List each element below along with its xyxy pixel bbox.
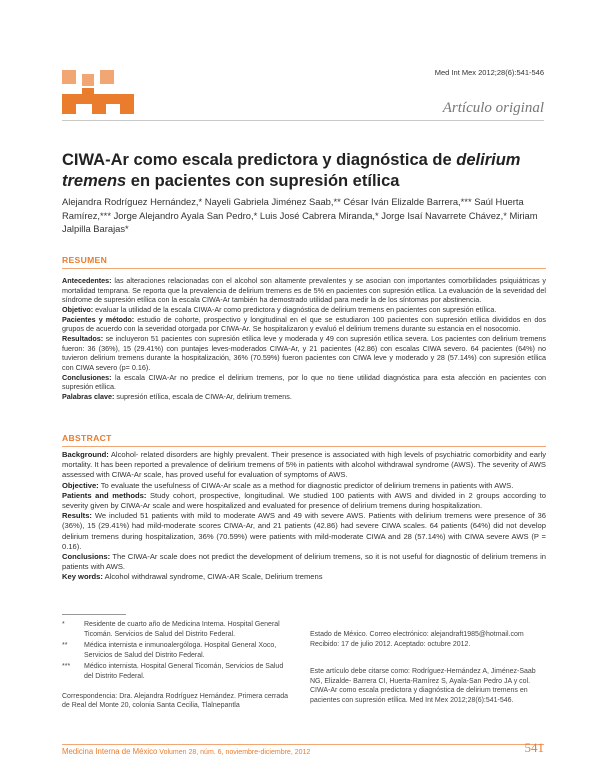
correspondence-note: Correspondencia: Dra. Alejandra Rodríguez Hernández. Primera cerrada de Real del Monte 20, colonia Santa Cecilia, Tlalnepantla <box>62 692 289 710</box>
footnote-item: ** Médica internista e inmunoalergóloga. Hospital General Xoco, Servicios de Salud del Distrito Federal. <box>62 642 277 659</box>
author-list: Alejandra Rodríguez Hernández,* Nayeli Gabriela Jiménez Saab,** César Iván Elizalde Barrera,*** Saúl Huerta Ramírez,*** Jorge Alejandro Ayala San Pedro,* Luis José Cabrera Miranda,* Jorge Isaí Navarrete Chávez,* Miriam Jalpilla Barajas* <box>62 196 538 234</box>
journal-reference: Med Int Mex 2012;28(6):541-546 <box>434 68 544 77</box>
received-accepted-note: Estado de México. Correo electrónico: alejandraft1985@hotmail.com Recibido: 17 de julio 2012. Aceptado: octubre 2012. <box>310 631 524 648</box>
citation-note: Este artículo debe citarse como: Rodríguez-Hernández A, Jiménez-Saab NG, Elizalde- Barrera CI, Huerta-Ramírez S, Ayala-San Pedro JA y col. CIWA-Ar como escala predictora y diagnóstica de delirium tremens en pacientes con supresión etílica. Med Int Mex 2012;28(6):541-546. <box>310 668 536 704</box>
article-type: Artículo original <box>442 100 544 116</box>
abstract-conclusions: Conclusions: The CIWA-Ar scale does not predict the development of delirium tremens, so it is not useful for diagnostic of delirium tremens in patients with AWS. <box>62 552 546 572</box>
resumen-antecedentes: Antecedentes: las alteraciones relacionadas con el alcohol son altamente prevalentes y se asocian con importantes comorbilidades psiquiátricas y mortalidad temprana. Se reporta que la prevalencia de delirium tremens es de 5% en pacientes con supresión etílica. La evaluación de la severidad del síndrome de supresión etílica con la escala CIWA-Ar también ha demostrado utilidad para medir la de los síntomas por abstinencia. <box>62 276 546 305</box>
footnote-divider <box>62 614 126 615</box>
abstract-objective: Objective: To evaluate the usefulness of CIWA-Ar scale as a method for diagnostic predictor of delirium tremens in patients with AWS. <box>62 480 514 490</box>
footnote-item: *** Médico internista. Hospital General Ticomán, Servicios de Salud del Distrito Federal. <box>62 663 284 680</box>
article-title: CIWA-Ar como escala predictora y diagnóstica de delirium tremens en pacientes con supresión etílica <box>62 151 521 190</box>
abstract-results: Results: We included 51 patients with mild to moderate AWS and 49 with severe AWS. Patients with delirium tremens were presence of 36 (36%), 15 (29.41%) had mild-moderate scores CIWA-Ar, and 21 patients (42.86) had severe CIWA scales. 64 patients (64%) did not develop delirium tremens during hospitalization, 36% (70.59%) were patients with mild-moderate CIWA and 28 (57.14%) with CIWA severe AWS (P = 0.16). <box>62 511 546 551</box>
resumen-resultados: Resultados: se incluyeron 51 pacientes con supresión etílica leve y moderada y 49 con supresión etílica severa. Los pacientes con delirium tremens fueron: 36 (36%), 15 (29.41%) con puntajes leves-moderados CIWA-Ar, y 21 pacientes (42.86) con escalas CIWA severo. 64 pacientes (64%) no tuvieron delirium tremens durante la hospitalización, 36% (70.59%) fueron pacientes con CIWA leve y moderado y 28 (57.14%) con supresión etílica con CIWA severo (p= 0.16). <box>62 333 546 372</box>
abstract-background: Background: Alcohol- related disorders are highly prevalent. Their presence is associated with high levels of psychiatric comorbidity and early mortality. It has been reported a prevalence of delirium tremens of 5% in patients with alcohol withdrawal syndrome (AWS). The severity of AWS assessed with CIWA-Ar scale, has proved useful for evaluation of symptoms of AWS. <box>62 450 546 480</box>
resumen-palabras-clave: Palabras clave: supresión etílica, escala de CIWA-Ar, delirium tremens. <box>62 391 292 401</box>
abstract-methods: Patients and methods: Study cohort, prospective, longitudinal. We studied 100 patients with AWS and divided in 2 groups according to severity given by CIWA-Ar scale and were hospitalized and evaluated for presence of delirium tremens during hospitalization. <box>62 490 546 511</box>
abstract-body <box>62 450 546 583</box>
resumen-heading: RESUMEN <box>62 255 546 265</box>
resumen-objetivo: Objetivo: evaluar la utilidad de la escala CIWA-Ar como predictora y diagnóstica de delirium tremens en pacientes con supresión etílica. <box>62 304 497 314</box>
footer-divider <box>62 744 544 745</box>
affiliation-footnotes <box>62 620 294 711</box>
resumen-metodo: Pacientes y método: estudio de cohorte, prospectivo y longitudinal en el que se estudiaron 100 pacientes con supresión etílica divididos en dos grupos de acuerdo con la severidad otorgada por CIWA-Ar. Se hospitalizaron y evaluó el delirium tremens durante su estancia en el nosocomio. <box>62 314 547 334</box>
abstract-key-words: Key words: Alcohol withdrawal syndrome, CIWA-AR Scale, Delirium tremens <box>62 572 323 582</box>
header-divider <box>62 120 544 121</box>
footer-journal-info: Medicina Interna de México Volumen 28, núm. 6, noviembre-diciembre, 2012 <box>62 747 311 756</box>
journal-logo <box>62 70 134 114</box>
page-number: 541 <box>524 740 544 755</box>
resumen-conclusiones: Conclusiones: la escala CIWA-Ar no predice el delirium tremens, por lo que no tiene utilidad diagnóstica para esta afección en pacientes con supresión etílica. <box>62 372 546 392</box>
footnote-item: * Residente de cuarto año de Medicina Interna. Hospital General Ticomán. Servicios de Salud del Distrito Federal. <box>62 621 280 638</box>
resumen-body <box>62 276 546 402</box>
abstract-heading: ABSTRACT <box>62 433 546 443</box>
